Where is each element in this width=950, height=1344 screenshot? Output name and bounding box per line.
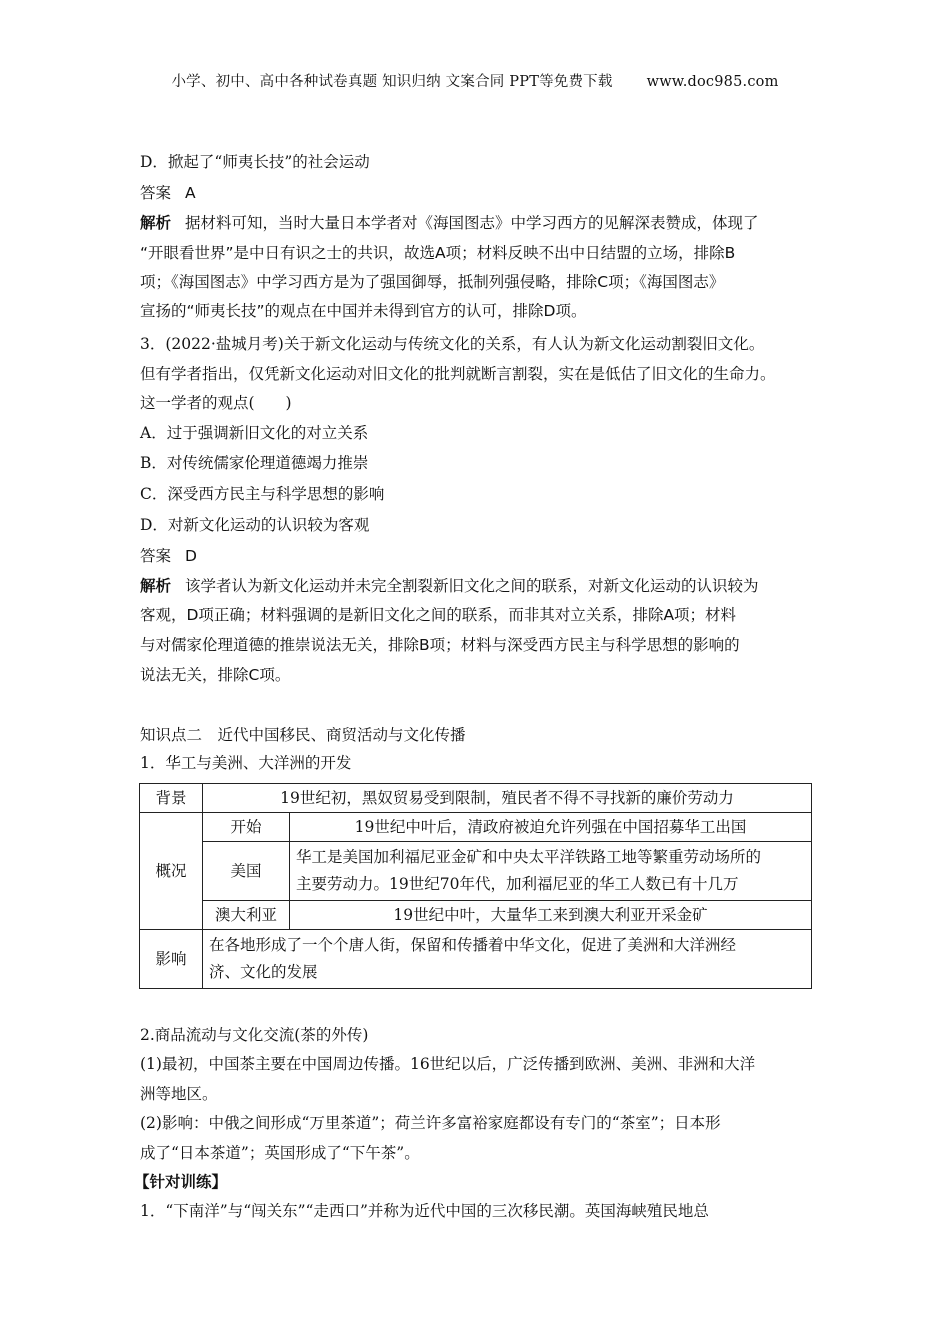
table-row	[140, 784, 812, 813]
q3-analysis-line: 与对儒家伦理道德的推崇说法无关，排除B项；材料与深受西方民主与科学思想的影响的	[140, 636, 740, 654]
table-cell: 在各地形成了一个个唐人街，保留和传播着中华文化，促进了美洲和大洋洲经 济、文化的发展	[203, 930, 812, 989]
q3-option-a: A．过于强调新旧文化的对立关系	[140, 424, 369, 442]
table-row	[140, 901, 812, 930]
table-cell: 开始	[203, 813, 290, 842]
q3-analysis-line: 说法无关，排除C项。	[140, 666, 291, 684]
q2-analysis-line: 项；《海国图志》中学习西方是为了强国御辱，抵制列强侵略，排除C项；《海国图志》	[140, 273, 725, 291]
q3-stem-line: 这一学者的观点( )	[140, 394, 292, 412]
q3-analysis-line: 客观，D项正确；材料强调的是新旧文化之间的联系，而非其对立关系，排除A项；材料	[140, 606, 737, 624]
table-cell: 概况	[140, 813, 203, 930]
migration-table	[139, 783, 812, 989]
table-cell: 19世纪中叶后，清政府被迫允许列强在中国招募华工出国	[290, 813, 812, 842]
answer-label: 答案	[140, 547, 172, 565]
table-cell: 美国	[203, 842, 290, 901]
table-cell: 华工是美国加利福尼亚金矿和中央太平洋铁路工地等繁重劳动场所的 主要劳动力。19世纪70年代，加利福尼亚的华工人数已有十几万	[290, 842, 812, 901]
tea-title: 2.商品流动与文化交流(茶的外传)	[140, 1026, 369, 1044]
answer-value: D	[185, 547, 197, 565]
tea-paragraph-line: (1)最初，中国茶主要在中国周边传播。16世纪以后，广泛传播到欧洲、美洲、非洲和大洋	[140, 1055, 756, 1073]
table-row	[140, 930, 812, 989]
q3-option-c: C．深受西方民主与科学思想的影响	[140, 485, 385, 503]
q3-option-b: B．对传统儒家伦理道德竭力推崇	[140, 454, 369, 472]
q3-stem-line: 3．(2022·盐城月考)关于新文化运动与传统文化的关系，有人认为新文化运动割裂旧文化。	[140, 335, 765, 353]
training-title: 【针对训练】	[134, 1173, 228, 1191]
answer-value: A	[185, 184, 196, 202]
answer-label: 答案	[140, 184, 172, 202]
header-text: 小学、初中、高中各种试卷真题 知识归纳 文案合同 PPT等免费下载	[171, 74, 613, 90]
table-cell: 19世纪中叶，大量华工来到澳大利亚开采金矿	[290, 901, 812, 930]
q3-stem-line: 但有学者指出，仅凭新文化运动对旧文化的批判就断言割裂，实在是低估了旧文化的生命力。	[140, 365, 776, 383]
section-subtitle: 1．华工与美洲、大洋洲的开发	[140, 754, 352, 772]
tea-paragraph-line: 洲等地区。	[140, 1085, 218, 1103]
analysis-label: 解析	[140, 577, 172, 595]
table-cell: 澳大利亚	[203, 901, 290, 930]
tea-paragraph-line: (2)影响：中俄之间形成“万里茶道”；荷兰许多富裕家庭都设有专门的“茶室”；日本形	[140, 1114, 721, 1132]
q2-answer	[140, 183, 812, 203]
q3-analysis-line: 解析 该学者认为新文化运动并未完全割裂新旧文化之间的联系，对新文化运动的认识较为	[140, 577, 759, 595]
table-row	[140, 813, 812, 842]
q2-analysis-line: 宣扬的“师夷长技”的观点在中国并未得到官方的认可，排除D项。	[140, 302, 587, 320]
q2-analysis-line: 解析 据材料可知，当时大量日本学者对《海国图志》中学习西方的见解深表赞成，体现了	[140, 214, 759, 232]
tea-paragraph-line: 成了“日本茶道”；英国形成了“下午茶”。	[140, 1144, 420, 1162]
analysis-label: 解析	[140, 214, 172, 232]
table-row	[140, 842, 812, 901]
table-cell: 背景	[140, 784, 203, 813]
page-header	[0, 70, 950, 91]
q3-option-d: D．对新文化运动的认识较为客观	[140, 516, 370, 534]
q3-answer	[140, 546, 812, 566]
header-site: www.doc985.com	[646, 74, 779, 90]
q2-analysis-line: “开眼看世界”是中日有识之士的共识，故选A项；材料反映不出中日结盟的立场，排除B	[140, 244, 736, 262]
section-title: 知识点二 近代中国移民、商贸活动与文化传播	[140, 726, 466, 744]
table-cell: 影响	[140, 930, 203, 989]
table-cell: 19世纪初，黑奴贸易受到限制，殖民者不得不寻找新的廉价劳动力	[203, 784, 812, 813]
training-question-line: 1．“下南洋”与“闯关东”“走西口”并称为近代中国的三次移民潮。英国海峡殖民地总	[140, 1202, 709, 1220]
q2-option-d: D．掀起了“师夷长技”的社会运动	[140, 153, 370, 171]
